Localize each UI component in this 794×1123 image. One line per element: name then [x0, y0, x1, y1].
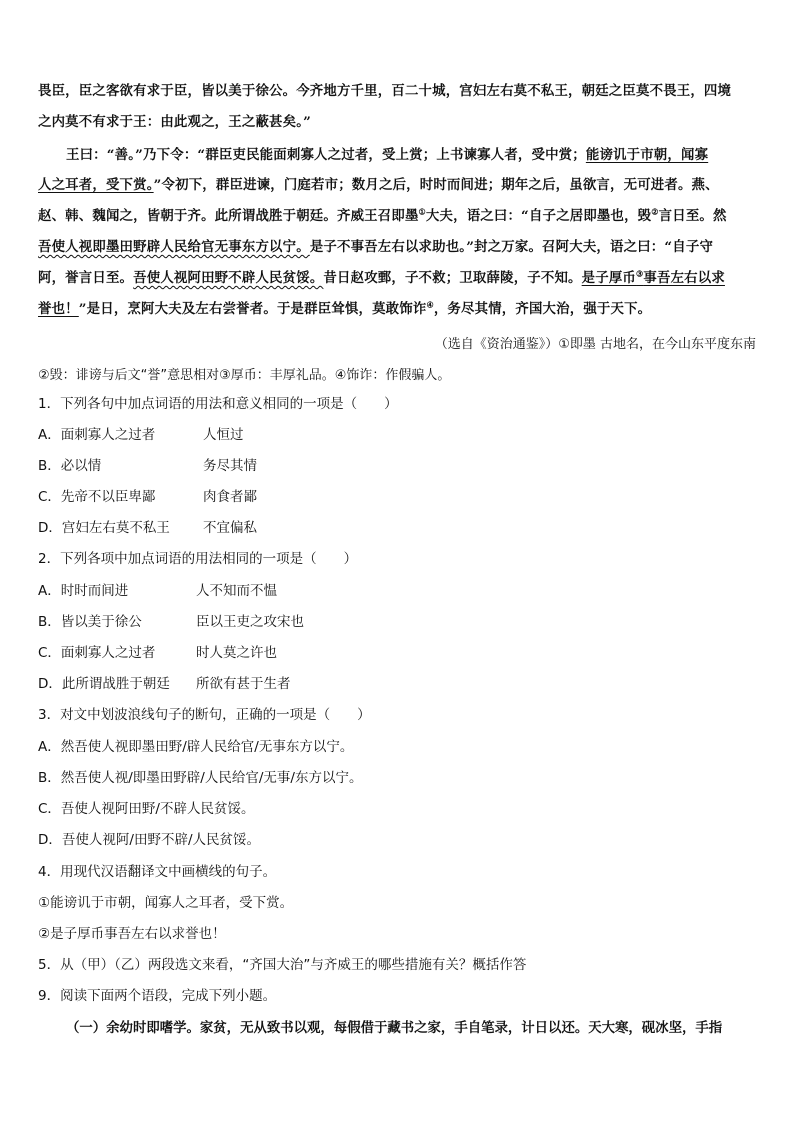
- question-1-option-d: D．宫妇左右莫不私王 不宜偏私: [38, 520, 257, 536]
- question-2-option-d: D．此所谓战胜于朝廷 所欲有甚于生者: [38, 676, 291, 692]
- question-1-option-a: A．面刺寡人之过者 人恒过: [38, 427, 244, 443]
- passage-line-7: [38, 269, 725, 287]
- passage-line-8: [38, 300, 651, 318]
- question-4-item-2: ②是子厚币事吾左右以求誉也！: [38, 926, 226, 942]
- passage-text: 王曰：“善。”乃下令：“群臣吏民能面刺寡人之过者，受上赏；上书谏寡人者，受中赏；: [66, 147, 586, 163]
- note-mark-4: ④: [426, 299, 434, 310]
- question-3-option-b: B．然吾使人视/即墨田野辟/人民给官/无事/东方以宁。: [38, 770, 363, 786]
- passage-line-6: [38, 238, 713, 256]
- question-1-stem: 1．下列各句中加点词语的用法和意义相同的一项是（ ）: [38, 396, 398, 412]
- passage-text: ，务尽其情，齐国大治，强于天下。: [433, 301, 652, 317]
- annotation-notes: ②毁：诽谤与后文“誉”意思相对③厚币：丰厚礼品。④饰诈：作假骗人。: [38, 368, 451, 383]
- question-3-option-c: C．吾使人视阿田野/不辟人民贫馁。: [38, 801, 255, 817]
- question-4-stem: 4．用现代汉语翻译文中画横线的句子。: [38, 864, 277, 880]
- question-2-option-c: C．面刺寡人之过者 时人莫之许也: [38, 645, 277, 661]
- note-mark-2: ②: [651, 206, 659, 217]
- underlined-sentence-1: 能谤讥于市朝，闻寡: [585, 147, 709, 163]
- question-3-stem: 3．对文中划波浪线句子的断句，正确的一项是（ ）: [38, 707, 371, 723]
- passage-text: 是子不事吾左右以求助也。”封之万家。召阿大夫，语之曰：“自子守: [309, 239, 714, 255]
- question-2-option-a: A．时时而间进 人不知而不愠: [38, 583, 277, 599]
- source-citation: （选自《资治通鉴》）①即墨 古地名，在今山东平度东南: [434, 337, 756, 352]
- passage-text: 昔日赵攻鄄，子不救；卫取薛陵，子不知。: [323, 270, 582, 286]
- wavy-sentence-1: 吾使人视即墨田野辟人民给官无事东方以宁。: [38, 239, 310, 255]
- wavy-sentence-2: 吾使人视阿田野不辟人民贫馁。: [133, 270, 324, 286]
- passage-line-2: 之内莫不有求于王：由此观之，王之蔽甚矣。”: [38, 114, 312, 130]
- passage-text: ”是日，烹阿大夫及左右尝誉者。于是群臣耸惧，莫敢饰诈: [78, 301, 427, 317]
- passage-line-1: 畏臣，臣之客欲有求于臣，皆以美于徐公。今齐地方千里，百二十城，宫妇左右莫不私王，朝廷之臣莫不畏王，四境: [38, 83, 732, 99]
- question-4-item-1: ①能谤讥于市朝，闻寡人之耳者，受下赏。: [38, 895, 294, 911]
- underlined-sentence-2: 是子厚币③事吾左右以求: [581, 268, 725, 286]
- question-5-stem: 5．从（甲）（乙）两段选文来看，“齐国大治”与齐威王的哪些措施有关？概括作答: [38, 957, 527, 973]
- question-2-option-b: B．皆以美于徐公 臣以王吏之攻宋也: [38, 614, 304, 630]
- question-1-option-b: B．必以情 务尽其情: [38, 458, 257, 474]
- underlined-sentence-1-cont: 人之耳者，受下赏。: [38, 177, 154, 193]
- question-3-option-d: D．吾使人视阿/田野不辟/人民贫馁。: [38, 832, 260, 848]
- question-2-stem: 2．下列各项中加点词语的用法相同的一项是（ ）: [38, 551, 358, 567]
- passage: [38, 82, 756, 322]
- passage-text: 赵、韩、魏闻之，皆朝于齐。此所谓战胜于朝廷。齐威王召即墨: [38, 208, 419, 224]
- question-1-option-c: C．先帝不以臣卑鄙 肉食者鄙: [38, 489, 257, 505]
- question-9-stem: 9．阅读下面两个语段，完成下列小题。: [38, 988, 277, 1004]
- passage-line-5: [38, 207, 727, 225]
- passage-line-4: [38, 176, 719, 194]
- passage-line-3: [38, 146, 708, 164]
- note-mark-3: ③: [636, 268, 644, 279]
- passage-text: ”令初下，群臣进谏，门庭若市；数月之后，时时而间进；期年之后，虽欲言，无可进者。燕、: [153, 177, 719, 193]
- passage-2-line-1: （一）余幼时即嗜学。家贫，无从致书以观，每假借于藏书之家，手自笔录，计日以还。天大寒，砚冰坚，手指: [66, 1020, 723, 1036]
- passage-text: 大夫，语之曰：“自子之居即墨也，毁: [425, 208, 652, 224]
- passage-text: 言日至。然: [658, 208, 727, 224]
- question-3-option-a: A．然吾使人视即墨田野/辟人民给官/无事东方以宁。: [38, 739, 354, 755]
- passage-text: 阿，誉言日至。: [38, 270, 134, 286]
- underlined-sentence-2-cont: 誉也！: [38, 301, 79, 317]
- note-mark-1: ①: [418, 206, 426, 217]
